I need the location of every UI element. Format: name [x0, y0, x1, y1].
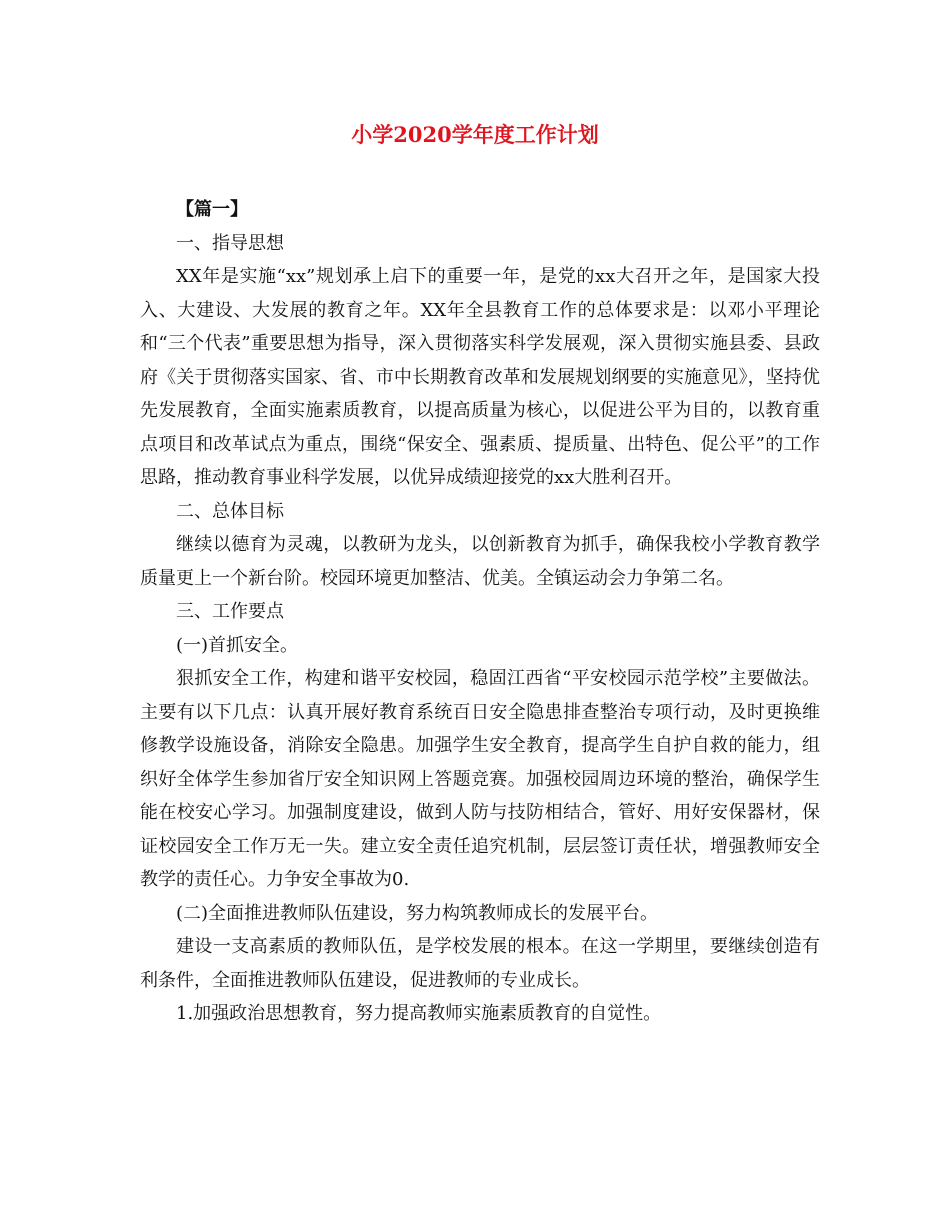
subheading-teacher-team: (二)全面推进教师队伍建设，努力构筑教师成长的发展平台。: [176, 902, 659, 924]
paragraph-overall-goal: 继续以德育为灵魂，以教研为龙头，以创新教育为抓手，确保我校小学教育教学质量更上一个新台阶。校园环境更加整洁、优美。全镇运动会力争第二名。: [140, 534, 820, 589]
subheading-safety: (一)首抓安全。: [176, 634, 299, 656]
section-marker: 【篇一】: [176, 199, 248, 220]
paragraph-teacher-team: 建设一支高素质的教师队伍，是学校发展的根本。在这一学期里，要继续创造有利条件，全面推进教师队伍建设，促进教师的专业成长。: [140, 936, 820, 991]
heading-work-points: 三、工作要点: [176, 601, 284, 622]
document-body: [140, 193, 820, 1031]
paragraph-guiding-ideology: XX年是实施“xx”规划承上启下的重要一年，是党的xx大召开之年，是国家大投入、大建设、大发展的教育之年。XX年全县教育工作的总体要求是：以邓小平理论和“三个代表”重要思想为指导，深入贯彻落实科学发展观，深入贯彻实施县委、县政府《关于贯彻落实国家、省、市中长期教育改革和发展规划纲要的实施意见》，坚持优先发展教育，全面实施素质教育，以提高质量为核心，以促进公平为目的，以教育重点项目和改革试点为重点，围绕“保安全、强素质、提质量、出特色、促公平”的工作思路，推动教育事业科学发展，以优异成绩迎接党的xx大胜利召开。: [140, 266, 820, 488]
document-title: 小学2020学年度工作计划: [351, 122, 599, 147]
heading-guiding-ideology: 一、指导思想: [176, 232, 284, 254]
list-item-political-education: 1.加强政治思想教育，努力提高教师实施素质教育的自觉性。: [176, 1003, 662, 1024]
paragraph-safety: 狠抓安全工作，构建和谐平安校园，稳固江西省“平安校园示范学校”主要做法。主要有以下几点：认真开展好教育系统百日安全隐患排查整治专项行动，及时更换维修教学设施设备，消除安全隐患。加强学生安全教育，提高学生自护自救的能力，组织好全体学生参加省厅安全知识网上答题竞赛。加强校园周边环境的整治，确保学生能在校安心学习。加强制度建设，做到人防与技防相结合，管好、用好安保器材，保证校园安全工作万无一失。建立安全责任追究机制，层层签订责任状，增强教师安全教学的责任心。力争安全事故为0.: [140, 668, 820, 890]
heading-overall-goal: 二、总体目标: [176, 500, 284, 522]
